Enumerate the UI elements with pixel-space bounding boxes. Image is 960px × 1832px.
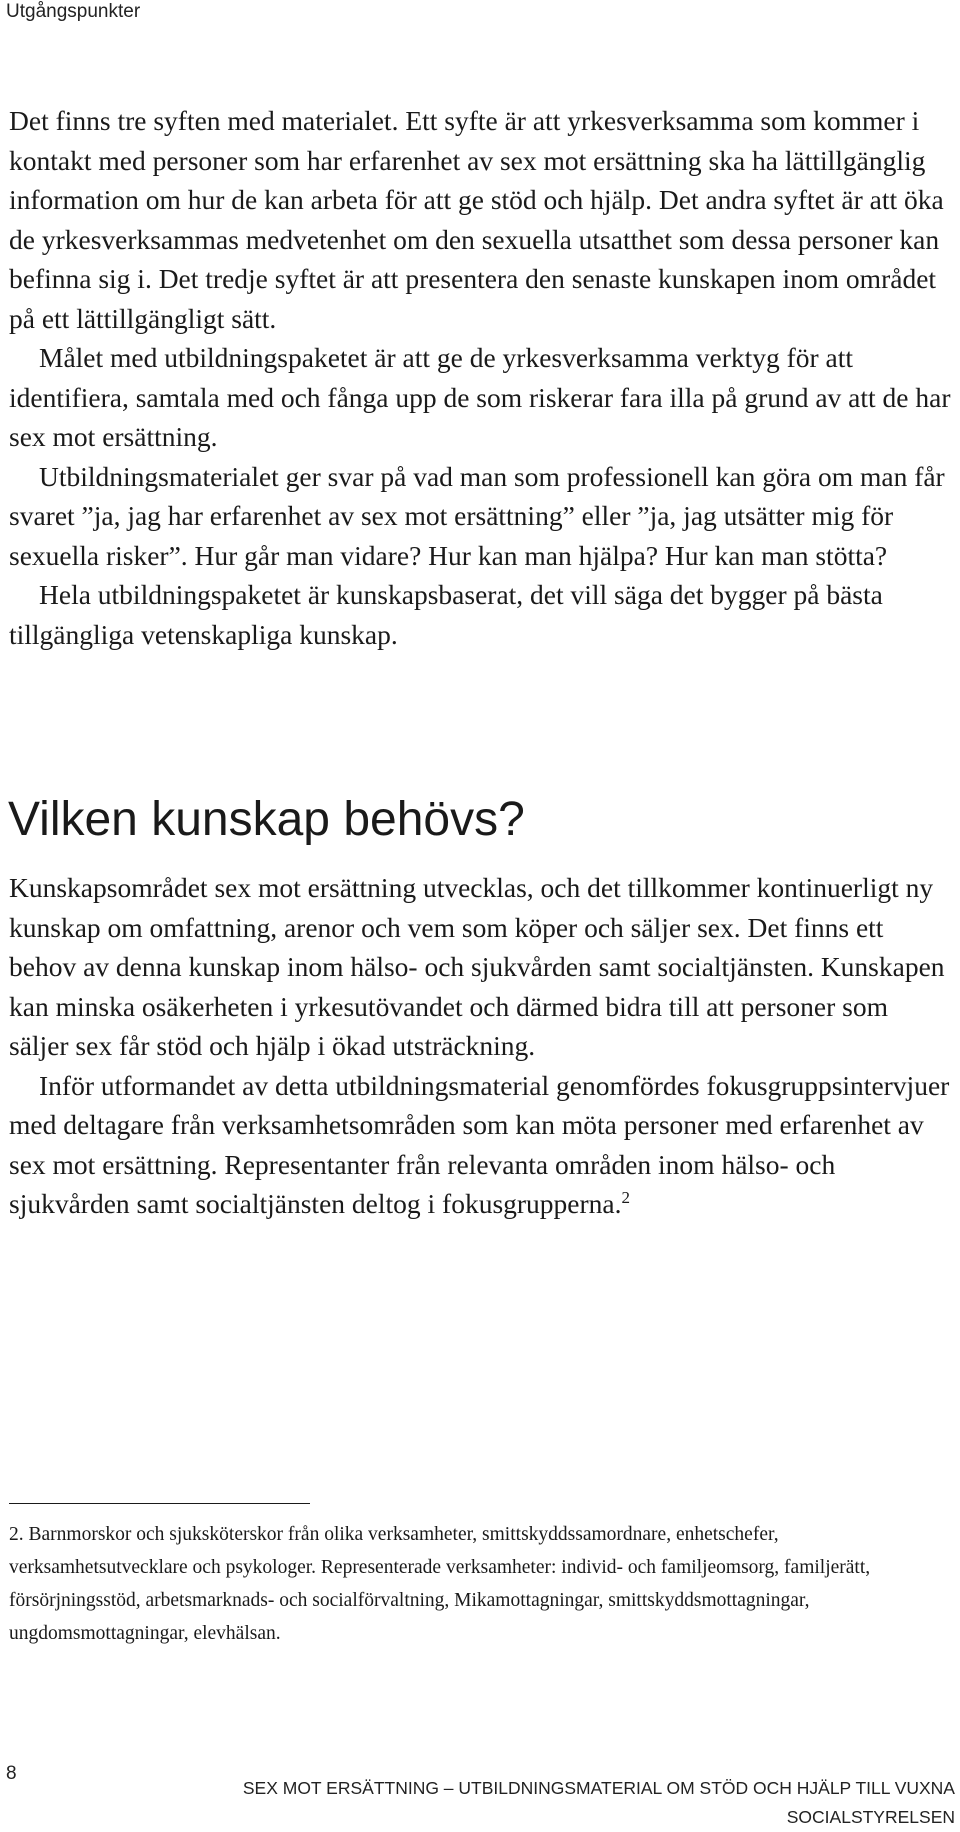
paragraph-answers: Utbildningsmaterialet ger svar på vad man som professionell kan göra om man får svaret ”ja, jag har erfarenhet av sex mot ersättning” eller ”ja, jag utsätter mig för sexuella risker”. Hur går man vidare? Hur kan man hjälpa? Hur kan man stötta? [9,460,945,571]
paragraph-goal: Målet med utbildningspaketet är att ge de yrkesverksamma verktyg för att identifiera, samtala med och fånga upp de som riskerar fara illa på grund av att de har sex mot ersättning. [9,342,951,452]
paragraph-purpose: Det finns tre syften med materialet. Ett syfte är att yrkesverksamma som kommer i kontakt med personer som har erfarenhet av sex mot ersättning ska ha lättillgänglig information om hur de kan arbeta för att ge stöd och hjälp. Det andra syftet är att öka de yrkesverksammas medvetenhet om den sexuella utsatthet som dessa personer kan befinna sig i. Det tredje syftet är att presentera den senaste kunskapen inom området på ett lättillgängligt sätt. [9,105,944,334]
section-heading: Vilken kunskap behövs? [8,793,525,846]
section-text-block [9,868,954,1224]
running-head: Utgångspunkter [6,1,141,22]
footnote-divider [9,1503,310,1504]
footnote: 2. Barnmorskor och sjuksköterskor från olika verksamheter, smittskyddssamordnare, enhetschefer, verksamhetsutvecklare och psykologer. Representerade verksamheter: individ- och familjeomsorg, familjerätt, försörjningsstöd, arbetsmarknads- och socialförvaltning, Mikamottagningar, smittskyddsmottagningar, ungdomsmottagningar, elevhälsan. [9,1524,871,1644]
paragraph-knowledge-area: Kunskapsområdet sex mot ersättning utvecklas, och det tillkommer kontinuerligt ny kunskap om omfattning, arenor och vem som köper och säljer sex. Det finns ett behov av denna kunskap inom hälso- och sjukvården samt socialtjänsten. Kunskapen kan minska osäkerheten i yrkesutövandet och därmed bidra till att personer som säljer sex får stöd och hjälp i ökad utsträckning. [9,872,945,1061]
footnote-reference[interactable]: 2 [621,1187,630,1207]
paragraph-focus-groups-text: Inför utformandet av detta utbildningsmaterial genomfördes fokusgruppsintervjuer med deltagare från verksamhetsområden som kan möta personer med erfarenhet av sex mot ersättning. Representanter från relevanta områden inom hälso- och sjukvården samt socialtjänsten deltog i fokusgrupperna. [9,1069,950,1219]
footer [243,1774,955,1832]
paragraph-knowledge-base: Hela utbildningspaketet är kunskapsbaserat, det vill säga det bygger på bästa tillgängliga vetenskapliga kunskap. [9,579,883,650]
intro-text-block [9,101,954,654]
footer-publisher: SOCIALSTYRELSEN [786,1807,955,1827]
footer-title: SEX MOT ERSÄTTNING – UTBILDNINGSMATERIAL OM STÖD OCH HJÄLP TILL VUXNA [242,1778,955,1798]
page-number: 8 [6,1763,17,1784]
paragraph-focus-groups [9,1066,954,1224]
